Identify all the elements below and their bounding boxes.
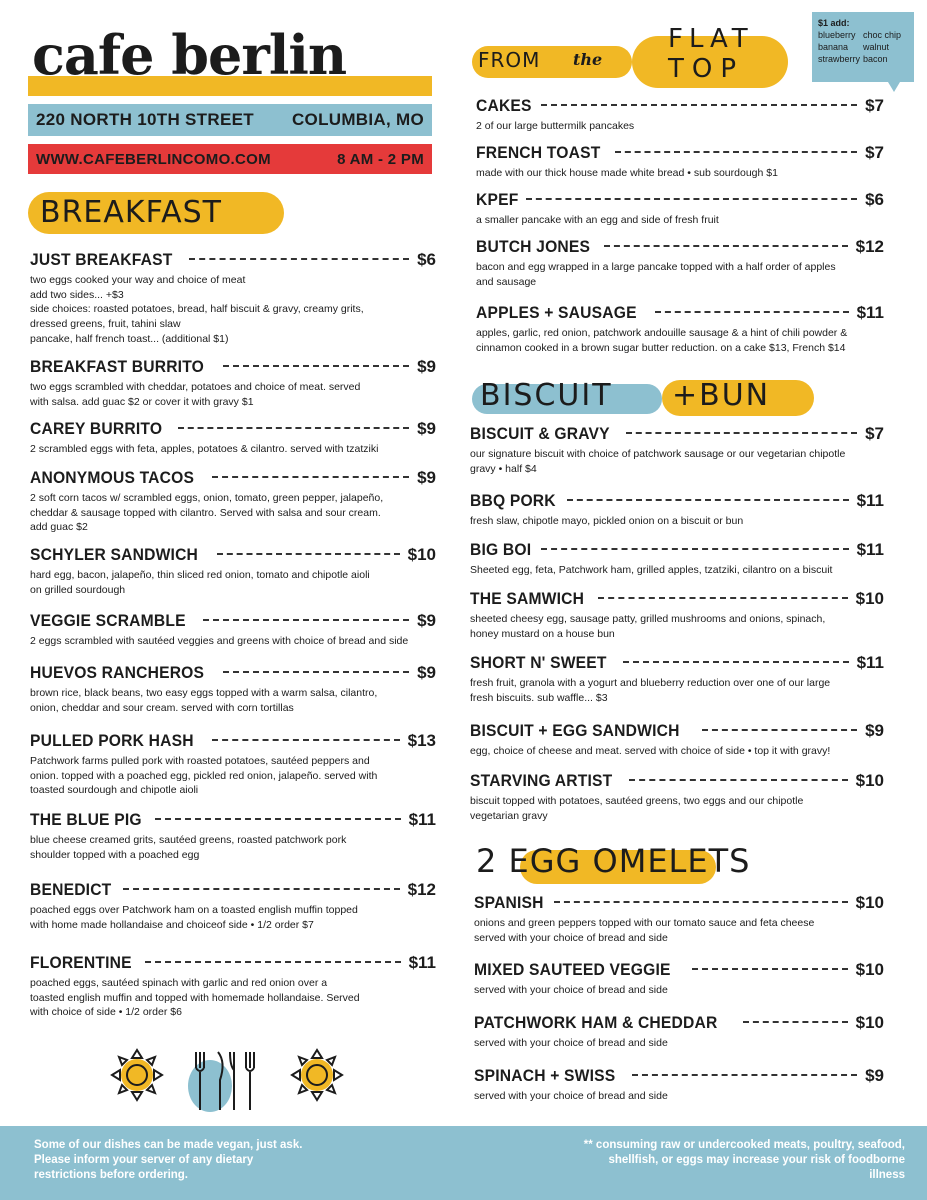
item-price: $9 [865,1066,884,1085]
item-name: BISCUIT + EGG SANDWICH [470,721,680,740]
item-price: $9 [417,663,436,682]
item-desc: Patchwork farms pulled pork with roasted potatoes, sautéed peppers and onion. topped with a poached egg, pickled red onion, jalapeño. served with toasted sourdough and chipotle aioli [30,755,378,797]
menu-item [30,663,436,715]
leader-dots [217,553,400,555]
leader-dots [702,729,857,731]
leader-dots [655,311,849,313]
flat-top-the: the [573,50,603,69]
item-name: STARVING ARTIST [470,771,613,790]
item-price: $10 [407,545,436,564]
item-name: FLORENTINE [30,953,132,972]
leader-dots [604,245,848,247]
addon-item: choc chip [863,30,902,41]
item-name: BIG BOI [470,540,532,559]
menu-item [30,468,436,535]
addon-item: walnut [863,42,890,53]
item-price: $10 [855,771,884,790]
item-name: APPLES + SAUSAGE [476,303,637,322]
item-price: $11 [408,810,436,829]
menu-item [30,250,436,346]
addon-item: banana [818,42,849,53]
leader-dots [743,1021,848,1023]
item-price: $6 [417,250,436,269]
leader-dots [223,671,409,673]
item-name: THE SAMWICH [470,589,585,608]
addon-title: $1 add: [818,18,850,28]
city-state: COLUMBIA, MO [291,110,424,129]
leader-dots [212,476,409,478]
leader-dots [203,619,409,621]
item-desc: two eggs scrambled with cheddar, potatoes and choice of meat. served with salsa. add guac $2 or cover it with gravy $1 [30,381,361,408]
item-desc: onions and green peppers topped with our tomato sauce and feta cheese served with your choice of bread and side [474,917,815,944]
item-name: PATCHWORK HAM & CHEDDAR [474,1013,718,1032]
item-price: $12 [855,237,884,256]
leader-dots [554,901,848,903]
item-price: $9 [417,357,436,376]
menu-item [474,960,884,998]
leader-dots [223,365,409,367]
item-price: $10 [855,893,884,912]
flat-top-from: FROM [478,48,541,72]
item-name: SHORT N' SWEET [470,653,607,672]
item-price: $10 [855,960,884,979]
bun-title: +BUN [672,378,771,413]
vegan-note: Some of our dishes can be made vegan, just ask. Please inform your server of any dietary restrictions before ordering. [34,1139,303,1181]
item-desc: served with your choice of bread and side [474,1090,668,1102]
menu-item [476,96,884,134]
item-name: SPINACH + SWISS [474,1066,616,1085]
item-name: BBQ PORK [470,491,556,510]
flat-top-flat: FLAT [668,24,754,54]
menu-item [30,611,436,649]
item-price: $7 [865,96,884,115]
item-name: SCHYLER SANDWICH [30,545,199,564]
item-price: $6 [865,190,884,209]
menu-item [470,653,884,705]
item-name: HUEVOS RANCHEROS [30,663,205,682]
item-desc: served with your choice of bread and side [474,984,668,996]
leader-dots [123,888,400,890]
leader-dots [567,499,848,501]
item-price: $10 [855,589,884,608]
logo [28,23,432,100]
biscuit-title: BISCUIT [480,378,613,413]
item-desc: apples, garlic, red onion, patchwork andouille sausage & a hint of chili powder & cinnamon cooked in a brown sugar butter reduction. on a cake $13, French $14 [476,327,848,354]
item-desc: poached eggs over Patchwork ham on a toasted english muffin topped with home made hollandaise and choiceof side • 1/2 order $7 [30,904,358,931]
item-desc: two eggs cooked your way and choice of meat add two sides... +$3 side choices: roasted potatoes, bread, half biscuit & gravy, creamy grits, dressed greens, fruit, tahini slaw pancake, half french toast... (additional $1) [30,274,364,345]
item-desc: 2 scrambled eggs with feta, apples, potatoes & cilantro. served with tzatziki [30,443,379,455]
website-link[interactable]: WWW.CAFEBERLINCOMO.COM [36,150,271,168]
leader-dots [632,1074,857,1076]
website-bar [28,144,432,174]
item-desc: sheeted cheesy egg, sausage patty, grilled mushrooms and onions, spinach, honey mustard on a house bun [470,613,826,640]
item-price: $9 [865,721,884,740]
leader-dots [189,258,409,260]
item-name: JUST BREAKFAST [30,250,173,269]
addon-item: bacon [863,54,888,65]
menu-item [476,190,884,228]
omelets-title: 2 EGG OMELETS [476,842,751,880]
item-name: BENEDICT [30,880,112,899]
footer [0,1126,927,1200]
item-name: CAREY BURRITO [30,419,163,438]
item-desc: our signature biscuit with choice of patchwork sausage or our vegetarian chipotle gravy • half $4 [470,448,846,475]
leader-dots [145,961,401,963]
menu-item [474,893,884,945]
item-desc: 2 eggs scrambled with sautéed veggies and greens with choice of bread and side [30,635,409,647]
item-desc: fresh slaw, chipotle mayo, pickled onion on a biscuit or bun [470,515,744,527]
menu-item [30,953,436,1020]
sun-icon [108,1046,166,1104]
menu-item [470,491,884,529]
item-desc: made with our thick house made white bread • sub sourdough $1 [476,167,778,179]
leader-dots [598,597,848,599]
item-desc: 2 of our large buttermilk pancakes [476,120,635,132]
item-price: $9 [417,468,436,487]
item-name: CAKES [476,96,532,115]
menu-item [30,545,436,597]
menu-item [476,303,884,355]
menu-item [474,1066,884,1104]
leader-dots [623,661,849,663]
leader-dots [526,198,857,200]
leader-dots [615,151,857,153]
item-name: FRENCH TOAST [476,143,601,162]
item-desc: served with your choice of bread and side [474,1037,668,1049]
leader-dots [541,548,849,550]
item-desc: bacon and egg wrapped in a large pancake topped with a half order of apples and sausage [476,261,836,288]
item-desc: brown rice, black beans, two easy eggs topped with a warm salsa, cilantro, onion, cheddar and sour cream. served with corn tortillas [30,687,378,714]
menu-item [30,419,436,457]
item-name: SPANISH [474,893,544,912]
leader-dots [178,427,409,429]
item-name: BUTCH JONES [476,237,591,256]
menu-item [470,771,884,823]
item-price: $10 [855,1013,884,1032]
item-name: THE BLUE PIG [30,810,142,829]
hours: 8 AM - 2 PM [337,150,424,168]
consumption-warning: ** consuming raw or undercooked meats, poultry, seafood, shellfish, or eggs may increase your risk of foodborne illness [583,1139,905,1181]
item-price: $11 [408,953,436,972]
item-desc: a smaller pancake with an egg and side of fresh fruit [476,214,719,226]
item-price: $9 [417,419,436,438]
leader-dots [541,104,858,106]
address-bar [28,104,432,136]
addon-item: blueberry [818,30,856,41]
leader-dots [212,739,400,741]
logo-text: cafe berlin [32,23,347,87]
addon-box [812,12,914,82]
menu-item [476,143,884,181]
item-desc: poached eggs, sautéed spinach with garlic and red onion over a toasted english muffin and topped with homemade hollandaise. Served with choice of side • 1/2 order $6 [30,977,360,1019]
menu-item [470,540,884,578]
breakfast-title: BREAKFAST [40,195,222,230]
item-price: $12 [407,880,436,899]
item-price: $9 [417,611,436,630]
menu-item [470,721,884,759]
item-desc: egg, choice of cheese and meat. served with choice of side • top it with gravy! [470,745,831,757]
menu-item [476,237,884,289]
leader-dots [692,968,848,970]
menu-item [470,424,884,476]
menu-item [30,731,436,798]
leader-dots [629,779,848,781]
item-desc: hard egg, bacon, jalapeño, thin sliced red onion, tomato and chipotle aioli on grilled sourdough [30,569,370,596]
item-desc: biscuit topped with potatoes, sautéed greens, two eggs and our chipotle vegetarian gravy [470,795,804,822]
item-name: VEGGIE SCRAMBLE [30,611,186,630]
item-price: $11 [856,540,884,559]
item-name: BISCUIT & GRAVY [470,424,610,443]
item-name: MIXED SAUTEED VEGGIE [474,960,671,979]
addon-item: strawberry [818,54,861,65]
fork-knife-icon [184,1046,270,1116]
item-price: $7 [865,424,884,443]
flat-top-top: TOP [668,54,745,84]
menu-item [30,357,436,409]
menu-item [30,880,436,932]
item-name: KPEF [476,190,519,209]
menu-item [30,810,436,862]
menu-item [470,589,884,641]
item-price: $13 [407,731,436,750]
item-desc: Sheeted egg, feta, Patchwork ham, grilled apples, tzatziki, cilantro on a biscuit [470,564,833,576]
item-price: $7 [865,143,884,162]
street-address: 220 NORTH 10TH STREET [36,110,254,129]
item-price: $11 [856,653,884,672]
item-desc: 2 soft corn tacos w/ scrambled eggs, onion, tomato, green pepper, jalapeño, cheddar & sausage topped with cilantro. Served with salsa and sour cream. add guac $2 [30,492,384,534]
item-desc: blue cheese creamed grits, sautéed greens, roasted patchwork pork shoulder topped with a poached egg [30,834,347,861]
item-name: PULLED PORK HASH [30,731,194,750]
sun-icon [288,1046,346,1104]
item-desc: fresh fruit, granola with a yogurt and blueberry reduction over one of our large fresh biscuits. sub waffle... $3 [470,677,831,704]
leader-dots [626,432,857,434]
leader-dots [155,818,400,820]
item-name: ANONYMOUS TACOS [30,468,195,487]
item-price: $11 [856,303,884,322]
item-price: $11 [856,491,884,510]
item-name: BREAKFAST BURRITO [30,357,205,376]
menu-item [474,1013,884,1051]
